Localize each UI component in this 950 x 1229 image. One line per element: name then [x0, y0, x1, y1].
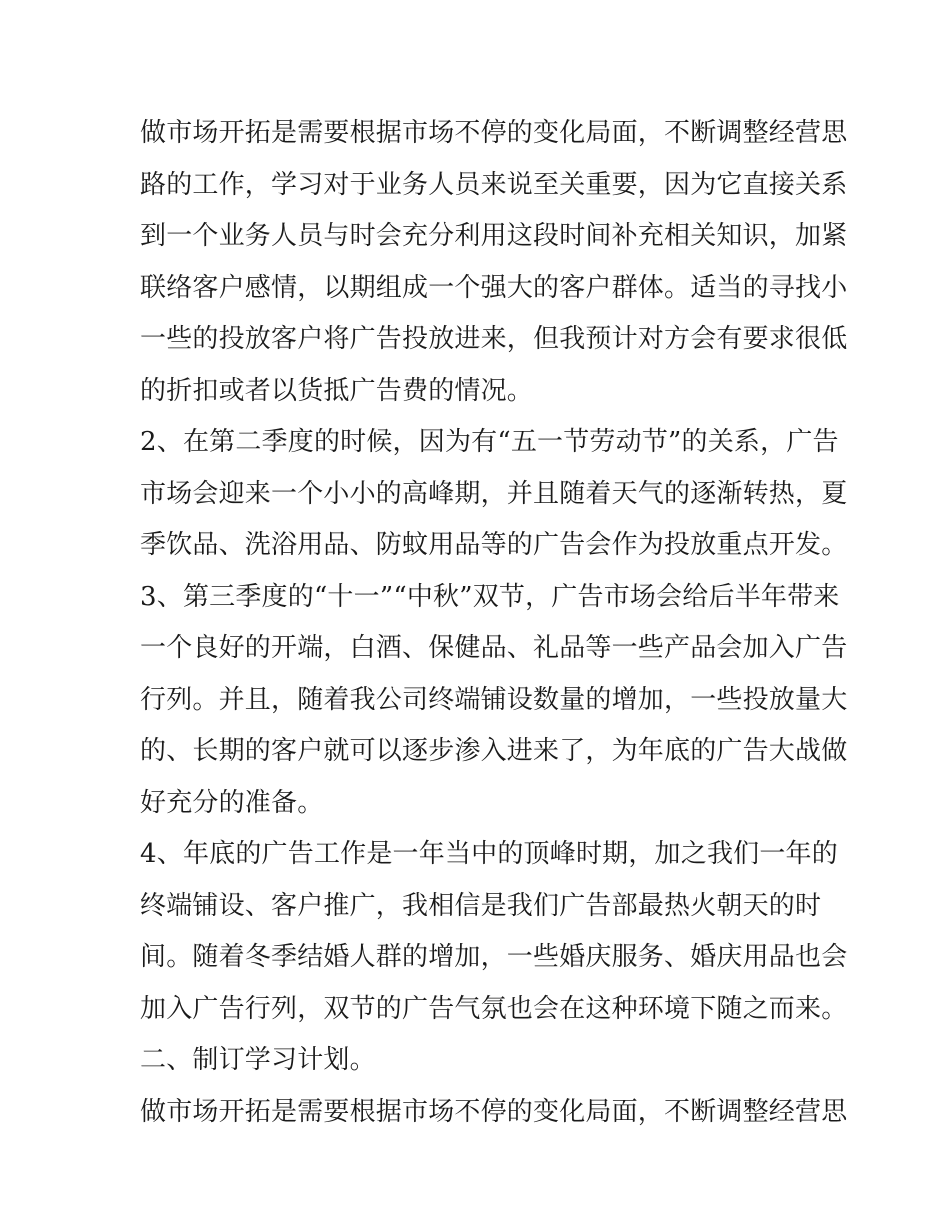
text-line: 做市场开拓是需要根据市场不停的变化局面，不断调整经营思 [140, 118, 848, 148]
text-line: 路的工作，学习对于业务人员来说至关重要，因为它直接关系 [140, 169, 848, 200]
text-line: 一个良好的开端，白酒、保健品、礼品等一些产品会加入广告 [140, 633, 848, 663]
text-line: 终端铺设、客户推广，我相信是我们广告部最热火朝天的时 [140, 890, 822, 921]
text-line: 做市场开拓是需要根据市场不停的变化局面，不断调整经营思 [140, 1096, 848, 1127]
text-line: 行列。并且，随着我公司终端铺设数量的增加，一些投放量大 [140, 684, 848, 715]
text-line: 加入广告行列，双节的广告气氛也会在这种环境下随之而来。 [140, 993, 848, 1024]
text-line: 4、年底的广告工作是一年当中的顶峰时期，加之我们一年的 [140, 839, 838, 869]
text-line: 的折扣或者以货抵广告费的情况。 [140, 375, 534, 406]
text-line: 季饮品、洗浴用品、防蚊用品等的广告会作为投放重点开发。 [140, 530, 848, 560]
text-line: 市场会迎来一个小小的高峰期，并且随着天气的逐渐转热，夏 [140, 478, 848, 509]
text-line: 3、第三季度的“十一”“中秋”双节，广告市场会给后半年带来 [140, 581, 840, 612]
text-line: 一些的投放客户将广告投放进来，但我预计对方会有要求很低 [140, 324, 848, 354]
text-line: 间。随着冬季结婚人群的增加，一些婚庆服务、婚庆用品也会 [140, 942, 848, 972]
text-line: 联络客户感情，以期组成一个强大的客户群体。适当的寻找小 [140, 272, 848, 303]
text-line: 好充分的准备。 [140, 787, 324, 818]
section-heading: 二、制订学习计划。 [140, 1045, 376, 1075]
document-body [140, 108, 848, 1138]
text-line: 2、在第二季度的时候，因为有“五一节劳动节”的关系，广告 [140, 427, 839, 457]
text-line: 到一个业务人员与时会充分利用这段时间补充相关知识，加紧 [140, 221, 848, 251]
text-line: 的、长期的客户就可以逐步渗入进来了，为年底的广告大战做 [140, 736, 848, 766]
